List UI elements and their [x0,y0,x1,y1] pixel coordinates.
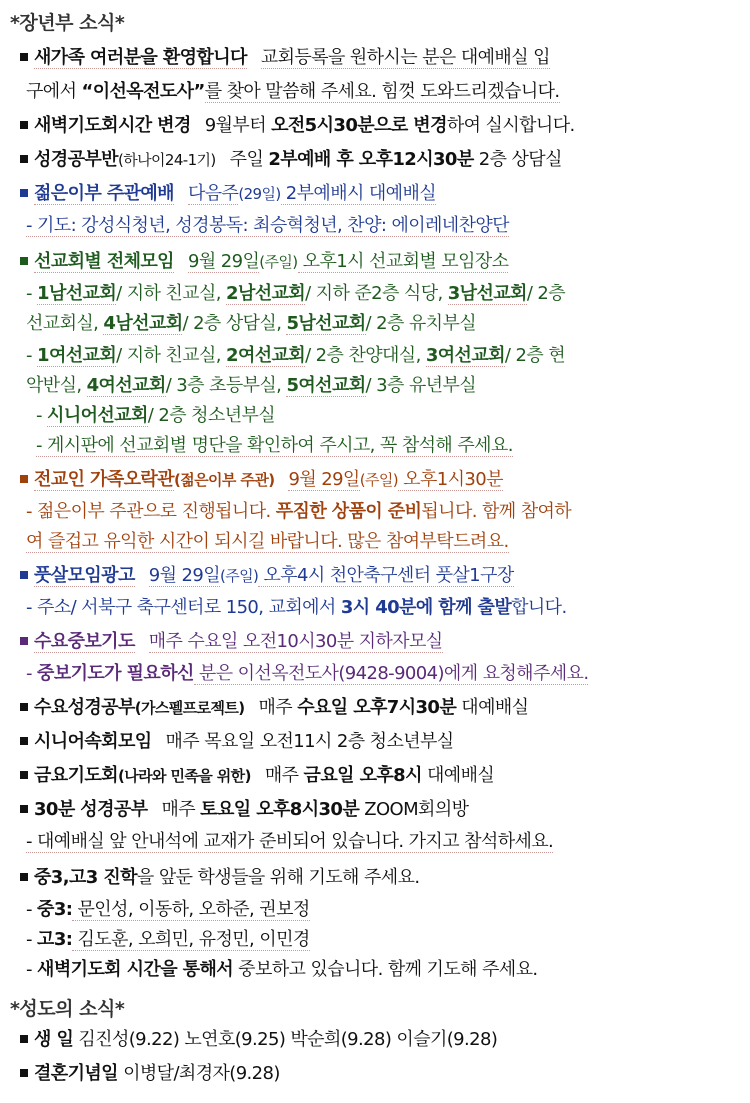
exam-dawn-line: - 새벽기도회 시간을 통해서 중보하고 있습니다. 함께 기도해 주세요. [26,959,538,980]
youth-title: 젊은이부 주관예배 [34,183,174,204]
square-bullet-icon [20,121,28,129]
square-bullet-icon [20,1069,28,1077]
dawn-title: 새벽기도회시간 변경 [34,115,191,136]
party-title: 전교인 가족오락관 [34,469,174,490]
intercession-line: 수요중보기도 매주 수요일 오전10시30분 지하자모실 [18,630,734,654]
futsal-detail-line: - 주소/ 서북구 축구센터로 150, 교회에서 3시 40분에 함께 출발합니다. [26,597,567,618]
square-bullet-icon [20,771,28,779]
bible-study-line: 성경공부반(하나이24-1기) 주일 2부예배 후 오후12시30분 2층 상담실 [18,148,734,172]
party-detail-line-2: 여 즐겁고 유익한 시간이 되시길 바랍니다. 많은 참여부탁드려요. [26,531,509,552]
thirty-title: 30분 성경공부 [34,799,148,820]
square-bullet-icon [20,475,28,483]
exam-title: 중3,고3 진학 [34,867,137,888]
friday-title: 금요기도회 [34,765,118,786]
family-party-line: 전교인 가족오락관(젊은이부 주관) 9월 29일(주일) 오후1시30분 [18,468,734,492]
mission-men-line-2: 선교회실, 4남선교회/ 2층 상담실, 5남선교회/ 2층 유치부실 [26,313,477,334]
futsal-line: 풋살모임광고 9월 29일(주일) 오후4시 천안축구센터 풋살1구장 [18,564,734,588]
thirty-min-study-line: 30분 성경공부 매주 토요일 오후8시30분 ZOOM회의방 [18,798,734,822]
mission-title: 선교회별 전체모임 [34,251,174,272]
exam-m3-line: - 중3: 문인성, 이동하, 오하준, 권보정 [26,899,310,920]
exam-h3-line: - 고3: 김도훈, 오희민, 유정민, 이민경 [26,929,310,950]
mission-women-line-2: 악반실, 4여선교회/ 3층 초등부실, 5여선교회/ 3층 유년부실 [26,375,477,396]
welcome-line-1 [18,46,734,70]
mission-women-line-1: - 1여선교회/ 지하 친교실, 2여선교회/ 2층 찬양대실, 3여선교회/ 2층 현 [26,345,566,366]
intercession-detail-line: - 중보기도가 필요하신 분은 이선옥전도사(9428-9004)에게 요청해주세요. [26,663,589,684]
futsal-title: 풋살모임광고 [34,565,135,586]
party-detail-line-1: - 젊은이부 주관으로 진행됩니다. 푸짐한 상품이 준비됩니다. 함께 참여하 [26,501,572,522]
square-bullet-icon [20,257,28,265]
anniversary-line [18,1062,734,1086]
section-title-members: *성도의 소식* [10,998,125,1020]
square-bullet-icon [20,637,28,645]
friday-prayer-line: 금요기도회(나라와 민족을 위한) 매주 금요일 오후8시 대예배실 [18,764,734,788]
senior-meeting-line: 시니어속회모임 매주 목요일 오전11시 2층 청소년부실 [18,730,734,754]
welcome-text: 교회등록을 원하시는 분은 대예배실 입 [260,47,550,68]
square-bullet-icon [20,703,28,711]
birthday-list: 김진성(9.22) 노연호(9.25) 박순희(9.28) 이슬기(9.28) [78,1029,498,1050]
wed-study-title: 수요성경공부 [34,697,135,718]
mission-meeting-line: 선교회별 전체모임 9월 29일(주일) 오후1시 선교회별 모임장소 [18,250,734,274]
mission-notice-line: - 게시판에 선교회별 명단을 확인하여 주시고, 꼭 참석해 주세요. [36,435,513,456]
anniversary-title: 결혼기념일 [34,1063,118,1084]
square-bullet-icon [20,737,28,745]
evangelist-name: “이선옥전도사” [81,81,205,102]
senior-meeting-title: 시니어속회모임 [34,731,152,752]
intercession-title: 수요중보기도 [34,631,135,652]
welcome-line-2: 구에서 “이선옥전도사”를 찾아 말씀해 주세요. 힘껏 도와드리겠습니다. [26,81,560,102]
square-bullet-icon [20,1035,28,1043]
mission-senior-line: - 시니어선교회/ 2층 청소년부실 [36,405,276,426]
exam-prayer-line: 중3,고3 진학을 앞둔 학생들을 위해 기도해 주세요. [18,866,734,890]
mission-men-line-1: - 1남선교회/ 지하 친교실, 2남선교회/ 지하 준2층 식당, 3남선교회/ 2층 [26,283,566,304]
youth-detail-line: - 기도: 강성식청년, 성경봉독: 최승혁청년, 찬양: 에이레네찬양단 [26,215,509,236]
anniversary-list: 이병달/최경자(9.28) [123,1063,280,1084]
square-bullet-icon [20,189,28,197]
square-bullet-icon [20,873,28,881]
square-bullet-icon [20,571,28,579]
wed-study-line: 수요성경공부(가스펠프로젝트) 매주 수요일 오후7시30분 대예배실 [18,696,734,720]
section-title-elders: *장년부 소식* [10,12,125,34]
dawn-prayer-line: 새벽기도회시간 변경 9월부터 오전5시30분으로 변경하여 실시합니다. [18,114,734,138]
birthday-line [18,1028,734,1052]
thirty-detail-line: - 대예배실 앞 안내석에 교재가 준비되어 있습니다. 가지고 참석하세요. [26,831,554,852]
square-bullet-icon [20,805,28,813]
birthday-title: 생 일 [34,1029,74,1050]
square-bullet-icon [20,53,28,61]
square-bullet-icon [20,155,28,163]
youth-worship-line: 젊은이부 주관예배 다음주(29일) 2부예배시 대예배실 [18,182,734,206]
bible-study-title: 성경공부반 [34,149,118,170]
welcome-title: 새가족 여러분을 환영합니다 [34,47,247,68]
